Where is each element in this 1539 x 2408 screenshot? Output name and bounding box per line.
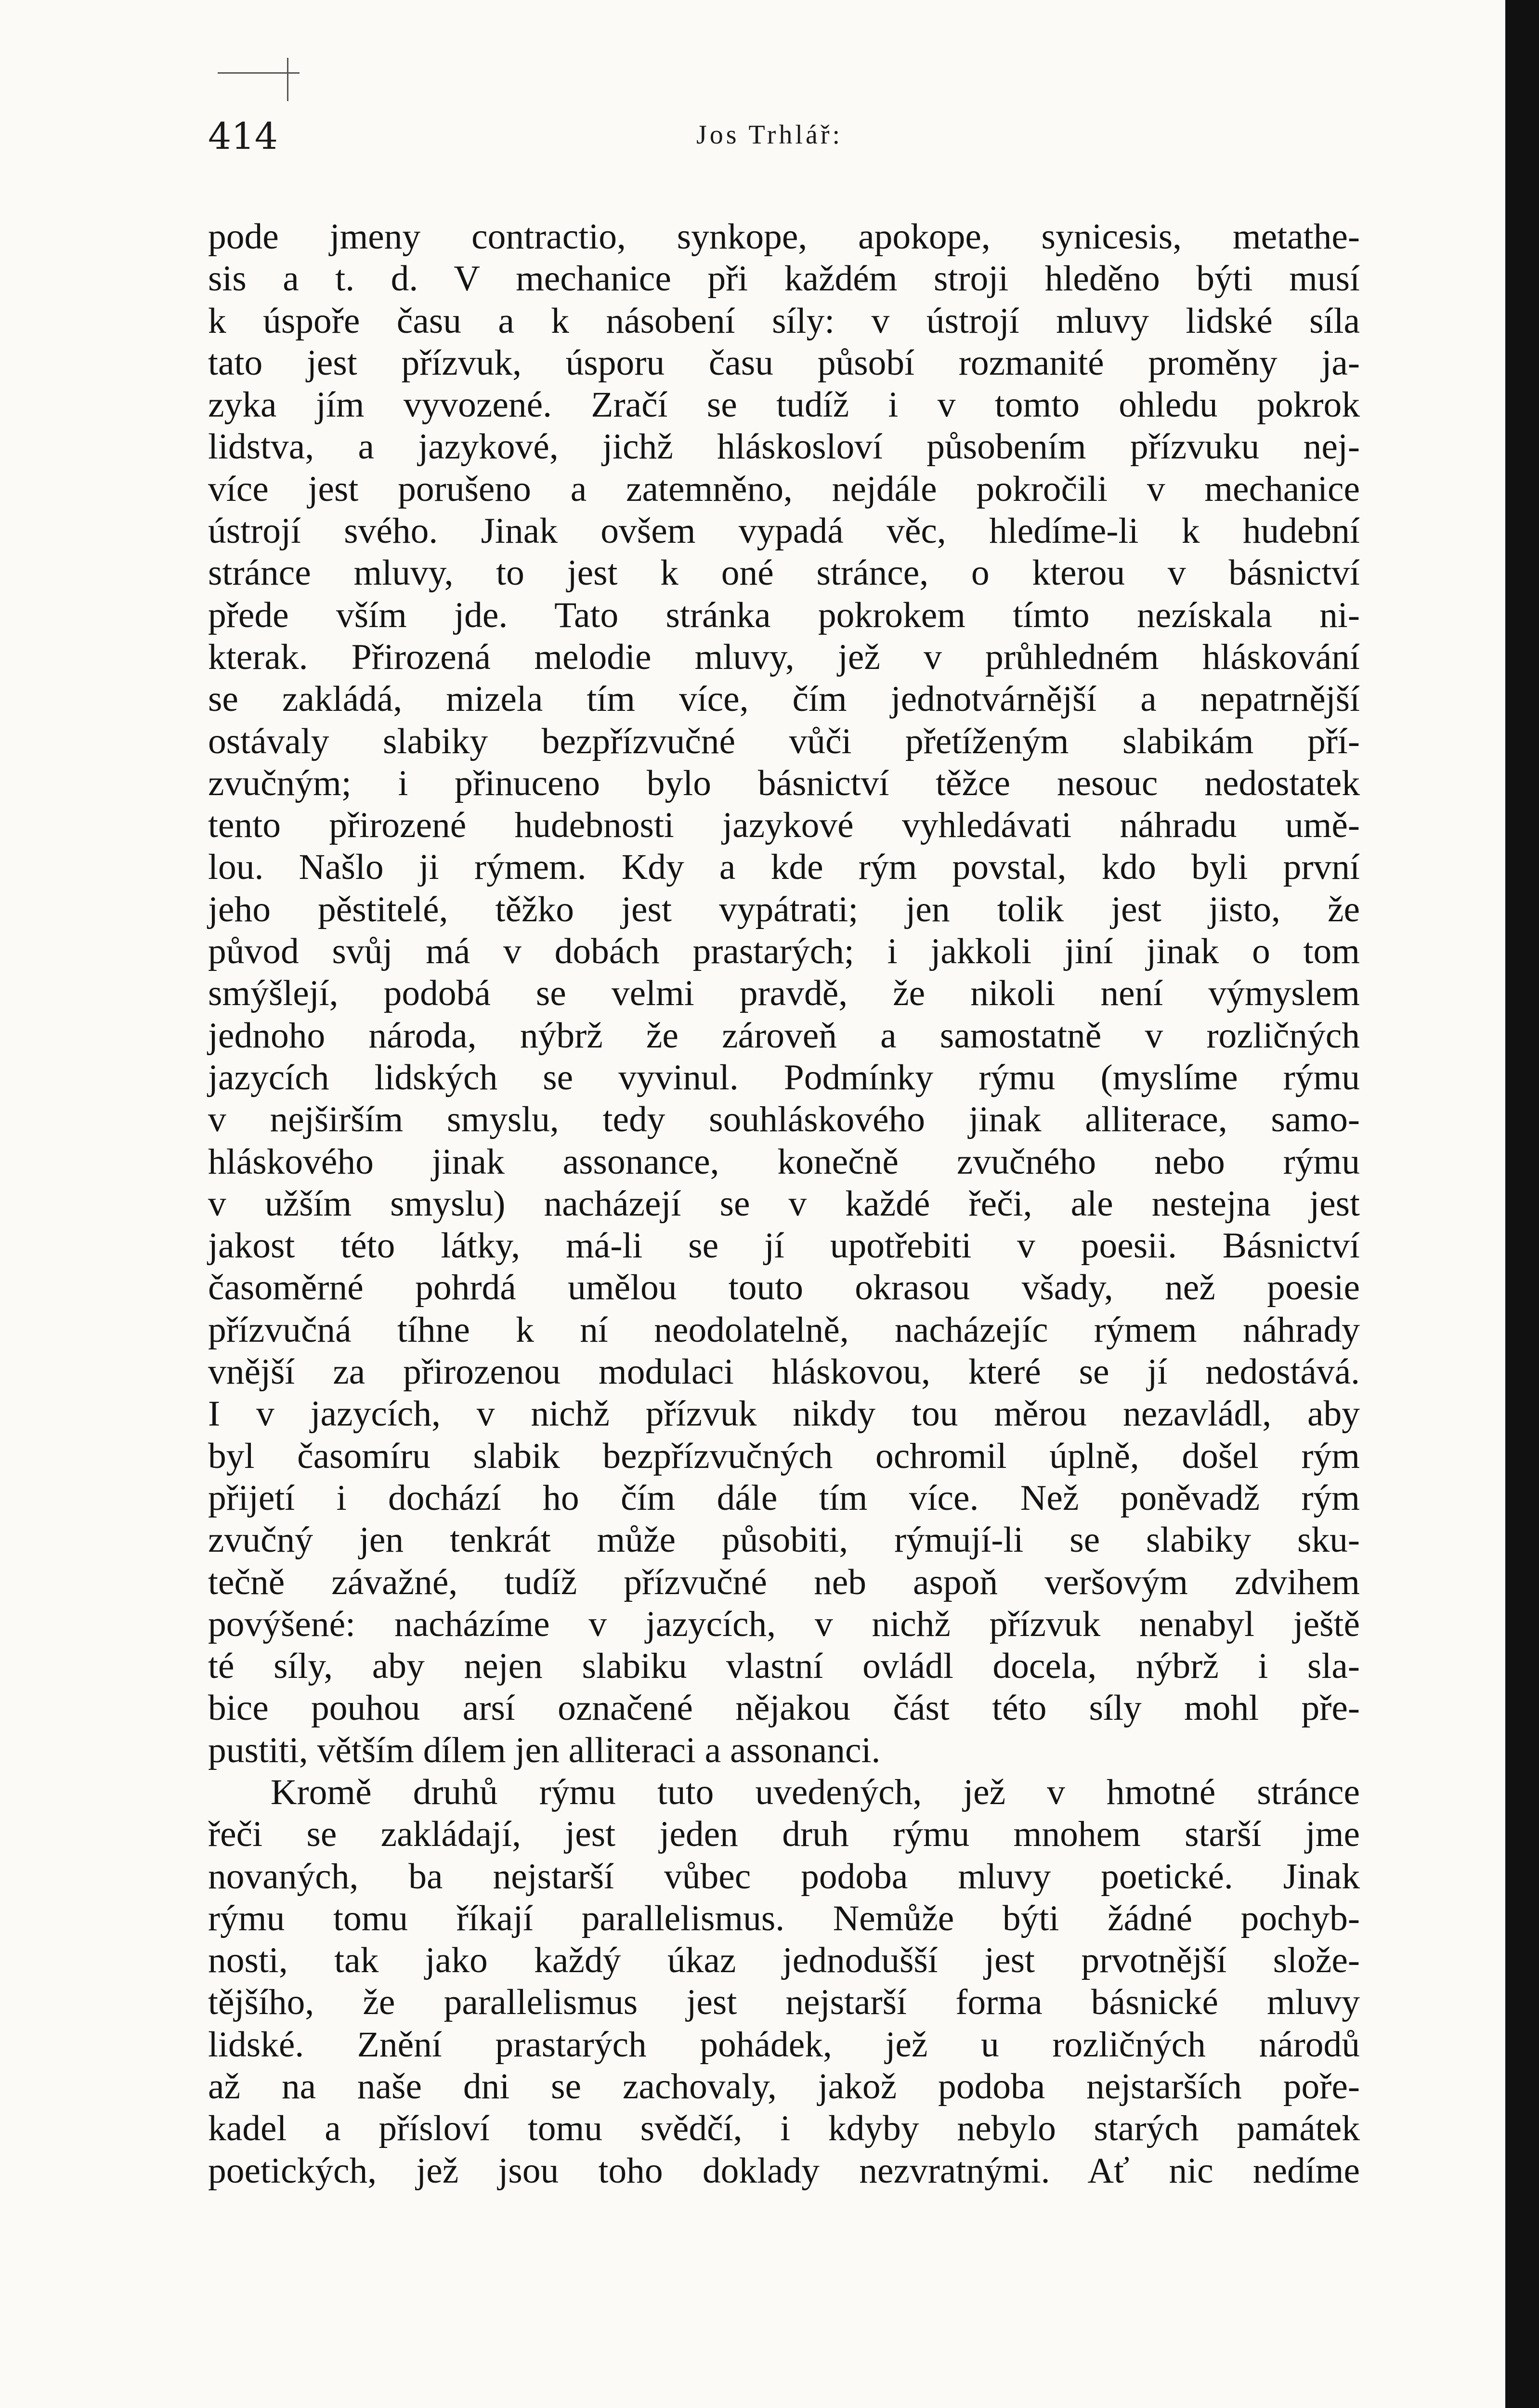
scan-edge — [1505, 0, 1539, 2408]
scan-speck — [287, 58, 288, 101]
text-line: v užším smyslu) nacházejí se v každé řeči, ale nestejna jest — [208, 1183, 1360, 1224]
text-line: jakost této látky, má-li se jí upotřebiti v poesii. Básnictví — [208, 1226, 1360, 1266]
text-line: zvučným; i přinuceno bylo básnictví těžce nesouc nedostatek — [208, 763, 1360, 803]
text-line: zyka jím vyvozené. Zračí se tudíž i v tomto ohledu pokrok — [208, 385, 1360, 425]
text-line: smýšlejí, podobá se velmi pravdě, že nikoli není výmyslem — [208, 973, 1360, 1014]
text-line: v nejširším smyslu, tedy souhláskového jinak alliterace, samo- — [208, 1099, 1360, 1140]
text-line: novaných, ba nejstarší vůbec podoba mluvy poetické. Jinak — [208, 1856, 1360, 1897]
text-line: pode jmeny contractio, synkope, apokope, synicesis, metathe- — [208, 217, 1360, 257]
text-line: tějšího, že parallelismus jest nejstarší forma básnické mluvy — [208, 1982, 1360, 2023]
page-number: 414 — [208, 115, 278, 157]
text-line: poetických, jež jsou toho doklady nezvratnými. Ať nic nedíme — [208, 2150, 1360, 2191]
text-line: tato jest přízvuk, úsporu času působí rozmanité proměny ja- — [208, 342, 1360, 383]
text-line: byl časomíru slabik bezpřízvučných ochromil úplně, došel rým — [208, 1436, 1360, 1476]
text-line: hláskového jinak assonance, konečně zvučného nebo rýmu — [208, 1141, 1360, 1182]
text-line: časoměrné pohrdá umělou touto okrasou všady, než poesie — [208, 1268, 1360, 1308]
text-line: kterak. Přirozená melodie mluvy, jež v průhledném hláskování — [208, 637, 1360, 677]
text-line: lidstva, a jazykové, jichž hláskosloví působením přízvuku nej- — [208, 427, 1360, 467]
text-line: více jest porušeno a zatemněno, nejdále pokročili v mechanice — [208, 469, 1360, 509]
text-line: přijetí i dochází ho čím dále tím více. Než poněvadž rým — [208, 1478, 1360, 1518]
text-line: sis a t. d. V mechanice při každém stroji hleděno býti musí — [208, 259, 1360, 299]
text-line: nosti, tak jako každý úkaz jednodušší jest prvotnější slože- — [208, 1940, 1360, 1981]
text-line: ostávaly slabiky bezpřízvučné vůči přetíženým slabikám pří- — [208, 721, 1360, 761]
body-text — [208, 216, 1360, 2192]
text-line: ústrojí svého. Jinak ovšem vypadá věc, hledíme-li k hudební — [208, 511, 1360, 551]
text-line: jednoho národa, nýbrž že zároveň a samostatně v rozličných — [208, 1015, 1360, 1056]
text-line: až na naše dni se zachovaly, jakož podoba nejstarších poře- — [208, 2067, 1360, 2107]
text-line: zvučný jen tenkrát může působiti, rýmují-li se slabiky sku- — [208, 1520, 1360, 1560]
text-line: I v jazycích, v nichž přízvuk nikdy tou měrou nezavládl, aby — [208, 1394, 1360, 1434]
text-line: řeči se zakládají, jest jeden druh rýmu mnohem starší jme — [208, 1814, 1360, 1855]
text-line: lidské. Znění prastarých pohádek, jež u rozličných národů — [208, 2024, 1360, 2065]
text-line: kadel a přísloví tomu svědčí, i kdyby nebylo starých památek — [208, 2108, 1360, 2149]
text-line: povýšené: nacházíme v jazycích, v nichž přízvuk nenabyl ještě — [208, 1604, 1360, 1644]
text-line: jazycích lidských se vyvinul. Podmínky rýmu (myslíme rýmu — [208, 1057, 1360, 1098]
text-line: tento přirozené hudebnosti jazykové vyhledávati náhradu umě- — [208, 805, 1360, 846]
text-line: vnější za přirozenou modulaci hláskovou, které se jí nedostává. — [208, 1352, 1360, 1392]
text-line: přízvučná tíhne k ní neodolatelně, nacházejíc rýmem náhrady — [208, 1309, 1360, 1350]
text-line: tečně závažné, tudíž přízvučné neb aspoň veršovým zdvihem — [208, 1562, 1360, 1602]
running-head: Jos Trhlář: — [696, 120, 843, 150]
text-line: stránce mluvy, to jest k oné stránce, o kterou v básnictví — [208, 553, 1360, 593]
text-line: jeho pěstitelé, těžko jest vypátrati; jen tolik jest jisto, že — [208, 889, 1360, 929]
paragraph-first-line: Kromě druhů rýmu tuto uvedených, jež v hmotné stránce — [271, 1772, 1360, 1812]
text-line: lou. Našlo ji rýmem. Kdy a kde rým povstal, kdo byli první — [208, 847, 1360, 888]
text-line: pustiti, větším dílem jen alliteraci a assonanci. — [208, 1730, 881, 1770]
text-line: původ svůj má v dobách prastarých; i jakkoli jiní jinak o tom — [208, 931, 1360, 972]
text-line: k úspoře času a k násobení síly: v ústrojí mluvy lidské síla — [208, 301, 1360, 341]
text-line: se zakládá, mizela tím více, čím jednotvárnější a nepatrnější — [208, 679, 1360, 720]
text-line: té síly, aby nejen slabiku vlastní ovládl docela, nýbrž i sla- — [208, 1646, 1360, 1687]
text-line: přede vším jde. Tato stránka pokrokem tímto nezískala ni- — [208, 595, 1360, 635]
text-line: bice pouhou arsí označené nějakou část této síly mohl pře- — [208, 1688, 1360, 1728]
text-line: rýmu tomu říkají parallelismus. Nemůže býti žádné pochyb- — [208, 1898, 1360, 1938]
